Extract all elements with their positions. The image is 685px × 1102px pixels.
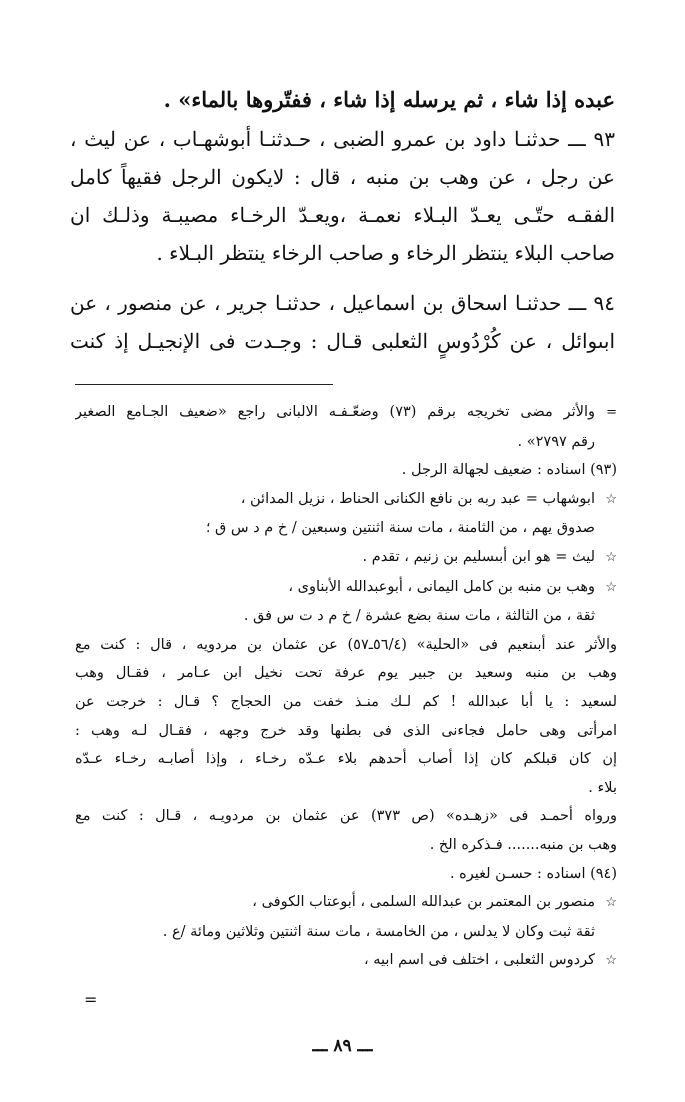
continuation-mark: =: [84, 990, 98, 1009]
footnote-line: [75, 659, 617, 688]
footnote-text: صدوق يهم ، من الثامنة ، مات سنة اثنتين وسبعين / خ م د س ق ؛: [205, 520, 595, 537]
footnote-text: (٩٣) اسناده : ضعيف لجهالة الرجل .: [401, 462, 617, 479]
footnote-separator: [75, 384, 333, 385]
footnote-text: وهب بن منبه....... فـذكره الخ .: [429, 836, 617, 853]
footnote-line: [75, 918, 617, 947]
main-line: عن رجل ، عن وهب بن منبه ، قال : لايكون الرجل فقيهاً كامل: [70, 165, 615, 189]
main-text: [70, 80, 615, 360]
footnote-line: [75, 485, 617, 515]
paragraph-gap: [70, 272, 615, 284]
footnote-line: [75, 398, 617, 428]
star-marker-icon: ☆: [605, 953, 617, 969]
footnote-line: [75, 774, 617, 803]
footnote-text: ابوشهاب = عبد ربه بن نافع الكنانى الحناط ، نزيل المدائن ،: [240, 490, 595, 507]
main-line: الفقـه حتّـى يعـدّ البـلاء نعمـة ،ويعـدّ الرخـاء مصيبـة وذلـك ان: [70, 203, 615, 227]
footnote-line: [75, 888, 617, 918]
main-line: صاحب البلاء ينتظر الرخاء و صاحب الرخاء ينتظر البـلاء .: [156, 241, 615, 265]
footnote-line: [75, 428, 617, 457]
footnote-text: وهب بن منبه وسعيد بن جبير يوم عرفة تحت نخيل ابن عـامر ، فقـال وهب: [75, 665, 617, 682]
footnotes: [75, 398, 617, 976]
footnote-line: [75, 860, 617, 889]
star-marker-icon: ☆: [605, 549, 617, 565]
footnote-text: لسعيد : يا أبا عبدالله ! كم لـك منـذ خفت من الحجاج ؟ قـال : خرجت عن: [75, 693, 617, 710]
footnote-line: [75, 631, 617, 660]
main-line: ٩٣ ـــ حدثنـا داود بن عمرو الضبى ، حـدثنـا أبوشهـاب ، عن ليث ،: [70, 127, 615, 151]
footnote-line: [75, 745, 617, 774]
star-marker-icon: ☆: [605, 579, 617, 595]
footnote-line: [75, 456, 617, 485]
footnote-text: إن كان قبلكم كان إذا أصاب أحدهم بلاء عـدّه رخـاء ، وإذا أصابـه رخـاء عـدّه: [75, 751, 617, 768]
main-line: ٩٤ ـــ حدثنـا اسحاق بن اسماعيل ، حدثنـا جرير ، عن منصور ، عن: [70, 291, 615, 315]
footnote-text: والأثر مضى تخريجه برقم (٧٣) وضعّـفـه الالبانى راجع «ضعيف الجـامع الصغير: [75, 404, 595, 420]
main-line: عبده إذا شاء ، ثم يرسله إذا شاء ، ففتّروها بالماء» .: [163, 87, 615, 112]
footnote-line: [75, 717, 617, 746]
footnote-text: والأثر عند أبىنعيم فى «الحلية» (٥٦/٤ـ٥٧) عن عثمان بن مردويه ، قال : كنت مع: [75, 636, 617, 653]
footnote-text: امرأتى وهى حامل فجاءنى الذى فى بطنها وقد خرج وجهه ، فقـال لـه وهب :: [75, 722, 617, 739]
footnote-line: [75, 802, 617, 831]
footnote-line: [75, 573, 617, 603]
footnote-text: ليث = هو ابن أبىسليم بن زنيم ، تقدم .: [362, 548, 595, 565]
footnote-line: [75, 514, 617, 543]
footnote-line: [75, 602, 617, 631]
footnote-text: (٩٤) اسناده : حسـن لغيره .: [449, 865, 617, 882]
footnote-text: وهب بن منبه بن كامل اليمانى ، أبوعبدالله الأبناوى ،: [288, 578, 595, 595]
footnote-text: ثقة ، من الثالثة ، مات سنة بضع عشرة / خ م د ت س فق .: [243, 608, 595, 625]
footnote-text: ورواه أحمـد فى «زهـده» (ص ٣٧٣) عن عثمان بن مردويـه ، قـال : كنت مع: [75, 808, 617, 825]
footnote-line: [75, 543, 617, 573]
star-marker-icon: ☆: [605, 895, 617, 911]
footnote-text: رقم ٢٧٩٧» .: [517, 433, 595, 450]
footnote-text: منصور بن المعتمر بن عبدالله السلمى ، أبوعتاب الكوفى ،: [252, 894, 595, 911]
footnote-line: [75, 946, 617, 976]
footnote-text: ثقة ثبت وكان لا يدلس ، من الخامسة ، مات سنة اثنتين وثلاثين ومائة /ع .: [162, 923, 595, 940]
main-line: ابىوائل ، عن كُرْدُوسٍ الثعلبى قـال : وجـدت فى الإنجيـل إذ كنت: [70, 329, 615, 353]
page-number: ـــ ٨٩ ـــ: [312, 1036, 373, 1056]
footnote-text: كردوس الثعلبى ، اختلف فى اسم ابيه ،: [363, 952, 595, 969]
line-marker: =: [606, 405, 617, 420]
footnote-text: بلاء .: [588, 779, 617, 796]
footnote-line: [75, 831, 617, 860]
footnote-line: [75, 688, 617, 717]
star-marker-icon: ☆: [605, 491, 617, 507]
